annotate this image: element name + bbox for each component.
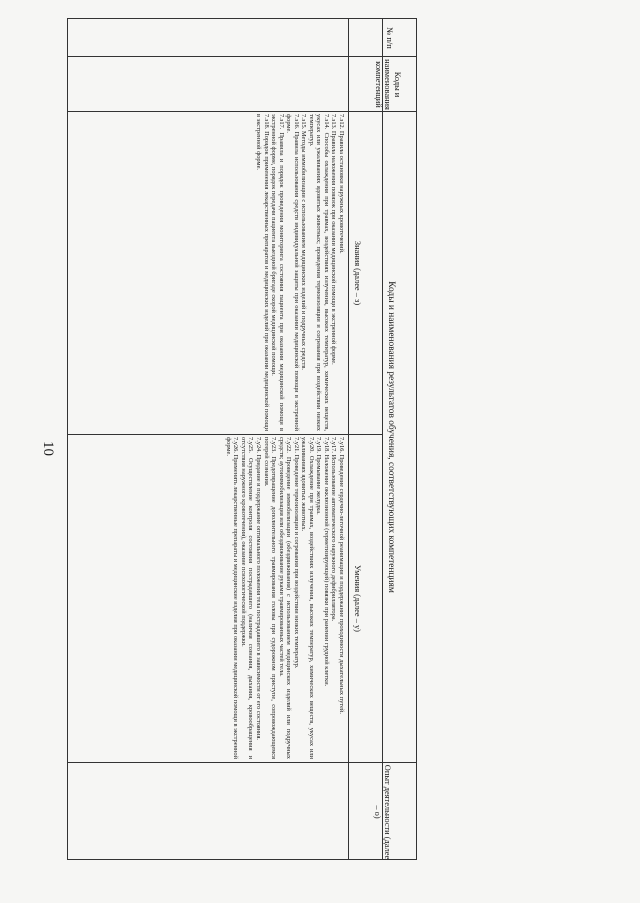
subheader-cell-skills <box>349 435 382 763</box>
header-experience-label: Опыт деятельности (далее – о) <box>373 764 392 860</box>
body-cell-codes <box>67 57 348 112</box>
body-cell-knowledge <box>67 112 348 435</box>
table-container <box>67 18 417 860</box>
skill-item: 7.у26. Применять лекарственные препараты и медицинские изделия при оказании медицинской помощи в экстренной форме. <box>224 437 240 759</box>
table-body-row <box>67 19 348 859</box>
skill-item: 7.у18. Наложение окклюзионной (герметизирующей) повязки при ранении грудной клетки. <box>322 437 330 687</box>
skill-item: 7.у23. Предотвращение дополнительного травмирования головы при судорожном приступе, сопровождающемся потерей сознания. <box>262 437 278 759</box>
skill-item: 7.у25. Осуществление контроля состояния пострадавшего (наличия сознания, дыхания, кровообращения и отсутствия наружного кровотечения), оказание психологической поддержки. <box>239 437 255 759</box>
header-skills-label: Умения (далее – у) <box>353 565 362 632</box>
skill-item: 7.у24. Придание и поддержание оптимального положения тела пострадавшего в зависимости от его состояния. <box>254 437 262 740</box>
knowledge-item: 7.з17. Правила и порядок проведения мониторинга состояния пациента при оказании медицинской помощи в экстренной форме, порядок передачи пациента выездной бригаде скорой медицинской помощи. <box>270 114 285 431</box>
header-codes-label: Коды и наименования компетенций <box>373 59 402 110</box>
subheader-cell-knowledge <box>349 112 382 435</box>
knowledge-item: 7.з13. Правила наложения повязок при оказании медицинской помощи в экстренной форме. <box>330 114 338 365</box>
table-subheader-row <box>348 19 382 859</box>
header-results-label: Коды и наименования результатов обучения, соответствующих компетенциям <box>386 281 396 593</box>
skill-item: 7.у19. Промывание желудка. <box>315 437 323 515</box>
knowledge-item: 7.з12. Правила остановки наружных кровотечений. <box>338 114 345 254</box>
skills-list <box>224 437 345 759</box>
body-cell-skills <box>67 435 348 763</box>
header-knowledge-label: Знания (далее – з) <box>353 240 362 306</box>
skill-item: 7.у16. Проведение сердечно-легочной реанимации и поддержание проходимости дыхательных путей. <box>338 437 345 714</box>
skill-item: 7.у17. Использование автоматического наружного дефибриллятора. <box>330 437 338 622</box>
subheader-cell-number <box>349 19 382 57</box>
skill-item: 7.у20. Охлаждение при травмах, воздействиях излучения, высоких температур, химических веществ, укусах или ужаливаниях ядовитых животных. <box>300 437 315 759</box>
page-number: 10 <box>40 441 56 456</box>
knowledge-item: 7.з14. Способы охлаждения при травмах, воздействиях излучения, высоких температур, химических веществ, укусах или ужаливаниях ядовитых животных; проведения термоизоляции и согревания при воздействии низких температур. <box>307 114 330 431</box>
competency-table <box>67 18 417 860</box>
knowledge-item: 7.з16. Правила использования средств индивидуальной защиты при оказании медицинской помощи в экстренной форме. <box>285 114 300 431</box>
header-number-label: № п/п <box>385 27 394 49</box>
body-cell-number <box>67 19 348 57</box>
knowledge-list <box>254 114 345 431</box>
header-cell-results <box>383 112 416 763</box>
table-header-row <box>382 19 416 859</box>
knowledge-item: 7.з15. Методы иммобилизации с использованием медицинских изделий и подручных средств. <box>300 114 308 370</box>
skill-item: 7.у22. Проведение иммобилизации (обездвиживания) с использованием медицинских изделий или подручных средств; аутоиммобилизация или обездвиживание руками травмированных частей тела. <box>277 437 293 759</box>
skill-item: 7.у21. Проведение термоизоляции и согревания при воздействии низких температур. <box>292 437 300 669</box>
body-cell-experience <box>67 763 348 861</box>
knowledge-item: 7.з18. Порядок применения лекарственных препаратов и медицинских изделий при оказании медицинской помощи в экстренной форме. <box>254 114 270 431</box>
